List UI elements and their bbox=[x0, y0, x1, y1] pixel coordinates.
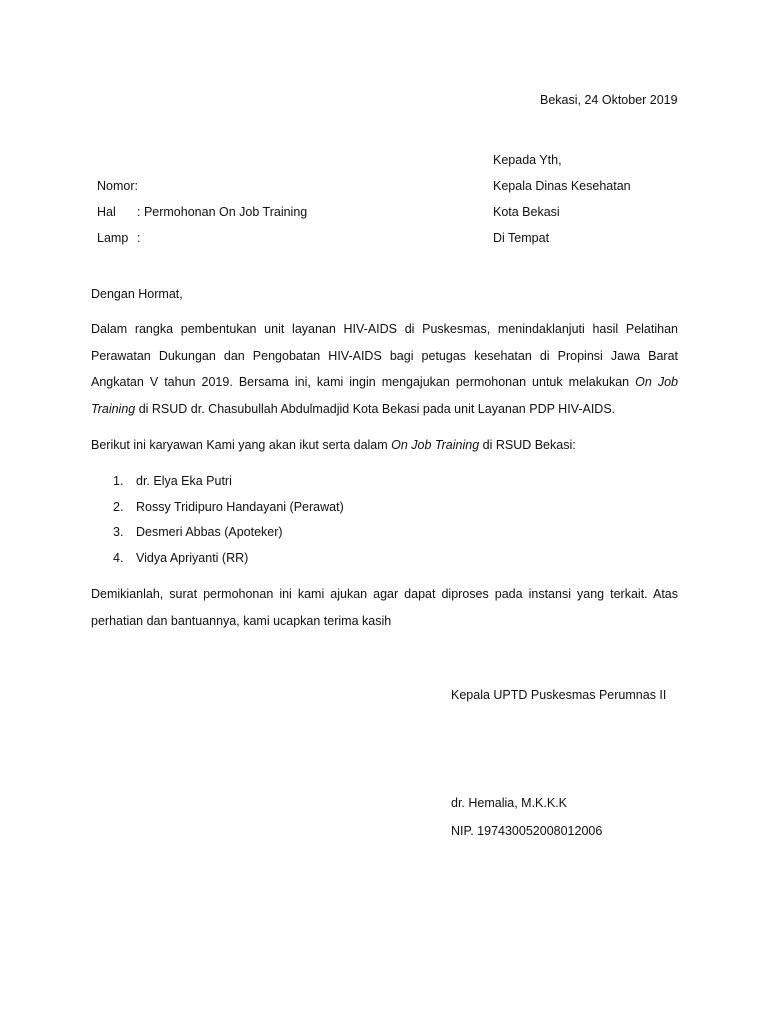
signature-title: Kepala UPTD Puskesmas Perumnas II bbox=[451, 688, 667, 702]
body-p1-italic: On Job Training bbox=[91, 375, 678, 416]
signature-nip: NIP. 197430052008012006 bbox=[451, 824, 603, 838]
body-p2-text-1: Berikut ini karyawan Kami yang akan ikut serta dalam bbox=[91, 438, 392, 452]
recipient-line-4: Di Tempat bbox=[493, 231, 550, 245]
hal-label: Hal bbox=[97, 205, 116, 219]
nomor-label: Nomor: bbox=[97, 179, 138, 193]
body-paragraph-1 bbox=[91, 316, 678, 422]
list-item-number: 2. bbox=[113, 500, 124, 514]
body-paragraph-2 bbox=[91, 438, 576, 452]
list-item-number: 1. bbox=[113, 474, 124, 488]
lamp-value: : bbox=[137, 231, 141, 245]
body-p2-text-2: di RSUD Bekasi: bbox=[479, 438, 576, 452]
salutation: Dengan Hormat, bbox=[91, 287, 183, 301]
list-item-number: 4. bbox=[113, 551, 124, 565]
list-item-text: Vidya Apriyanti (RR) bbox=[136, 551, 249, 565]
list-item-text: Rossy Tridipuro Handayani (Perawat) bbox=[136, 500, 344, 514]
recipient-line-2: Kepala Dinas Kesehatan bbox=[493, 179, 631, 193]
hal-value: : Permohonan On Job Training bbox=[137, 205, 308, 219]
list-item-text: dr. Elya Eka Putri bbox=[136, 474, 232, 488]
closing-paragraph: Demikianlah, surat permohonan ini kami ajukan agar dapat diproses pada instansi yang terkait. Atas perhatian dan bantuannya, kami ucapkan terima kasih bbox=[91, 587, 678, 628]
lamp-label: Lamp bbox=[97, 231, 129, 245]
body-p2-italic: On Job Training bbox=[391, 438, 480, 452]
body-p1-text-1: Dalam rangka pembentukan unit layanan HIV-AIDS di Puskesmas, menindaklanjuti hasil Pelatihan Perawatan Dukungan dan Pengobatan HIV-AIDS bagi petugas kesehatan di Propinsi Jawa Barat Angkatan V tahun 2019. Bersama ini, kami ingin mengajukan permohonan untuk melakukan bbox=[91, 322, 678, 389]
signature-name: dr. Hemalia, M.K.K.K bbox=[451, 796, 568, 810]
recipient-line-3: Kota Bekasi bbox=[493, 205, 560, 219]
recipient-line-1: Kepada Yth, bbox=[493, 153, 562, 167]
list-item-number: 3. bbox=[113, 525, 124, 539]
body-p1-text-2: di RSUD dr. Chasubullah Abdulmadjid Kota Bekasi pada unit Layanan PDP HIV-AIDS. bbox=[135, 401, 616, 416]
date-line: Bekasi, 24 Oktober 2019 bbox=[540, 93, 678, 107]
list-item-text: Desmeri Abbas (Apoteker) bbox=[136, 525, 283, 539]
